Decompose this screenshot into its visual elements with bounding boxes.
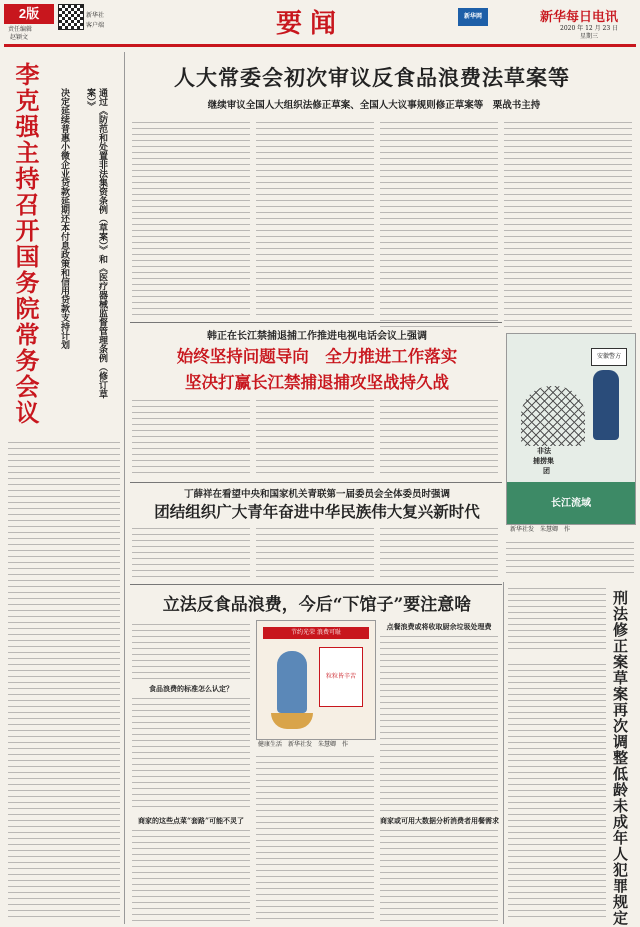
paper-name: 新华每日电讯 [540,10,619,25]
food-body-col-3b [380,826,498,922]
top-story-headline: 人大常委会初次审议反食品浪费法草案等 [174,65,570,90]
food-photo-caption-1: 健康生活 [258,741,283,748]
yangtze-body-col-1 [132,396,250,478]
cartoon-label-1: 非法 [537,446,551,455]
food-figure [277,651,307,713]
right-headline: 刑法修正案草案再次调整低龄未成年人犯罪规定 [611,590,629,926]
cartoon-net [521,386,585,446]
cartoon-label-2: 捕捞集 [533,456,554,465]
food-banner: 节约光荣 浪费可耻 [263,627,369,639]
top-story-col-4 [504,118,632,328]
issue-weekday: 星期三 [580,33,599,40]
food-question-1: 食品浪费的标准怎么认定？ [149,684,233,693]
left-subhead-2: 通过《防范和处置非法集资条例（草案）》和《医疗器械监督管理条例（修订草案）》 [85,88,107,399]
yangtze-body-col-2 [256,396,374,478]
food-question-4: 商家或可用大数据分析消费者用餐需求 [380,816,499,825]
food-board: 粒粒皆辛苦 [319,647,363,707]
top-story-bottom-rule [130,322,502,323]
cartoon-sign: 安徽警方 [591,348,627,366]
food-photo-caption-2: 新华社发 朱慧卿 作 [282,741,349,748]
editor-label: 责任编辑 [8,26,33,33]
food-question-3: 点餐浪费或将收取厨余垃圾处理费 [386,622,492,631]
youth-headline: 团结组织广大青年奋进中华民族伟大复兴新时代 [154,502,480,521]
youth-body-col-2 [256,524,374,580]
right-column-divider [503,582,504,924]
app-caption-2: 客户端 [86,22,105,29]
masthead-rule [4,44,636,47]
food-story-top-rule [130,584,502,585]
cartoon-illustration [506,333,636,525]
food-bowl-icon [271,713,313,729]
food-question-2: 商家的这些点菜“套路”可能不灵了 [137,816,245,825]
right-story-intro [508,584,606,654]
youth-body-col-3 [380,524,498,580]
youth-story-top-rule [130,482,502,483]
xinhuanet-logo-icon: 新华网 [458,8,488,26]
cartoon-police-figure [593,370,619,440]
food-illustration [256,620,376,740]
left-subhead-1: 决定延续普惠小微企业贷款延期还本付息政策和信用贷款支持计划 [59,88,69,349]
qr-code-icon [58,4,84,30]
food-body-col-1a [132,620,250,680]
cartoon-river-caption: 长江流域 [551,498,591,509]
cartoon-label-3: 团 [543,466,550,475]
section-title: 要闻 [276,9,345,39]
youth-body-col-1 [132,524,250,580]
food-body-col-1b [132,694,250,812]
food-headline: 立法反食品浪费，今后“下馆子”要注意啥 [162,595,472,615]
top-story-col-2 [256,118,374,318]
page-number-badge: 2版 [4,4,54,24]
top-story-col-1 [132,118,250,318]
top-story-col-3 [380,118,498,328]
youth-kicker: 丁薛祥在看望中央和国家机关青联第一届委员会全体委员时强调 [183,489,450,500]
editor-name: 赵颖文 [10,34,29,41]
yangtze-kicker: 韩正在长江禁捕退捕工作推进电视电话会议上强调 [207,331,427,342]
left-headline: 李克强主持召开国务院常务会议 [11,62,40,426]
food-body-col-2 [256,752,374,922]
left-column-divider [124,52,125,924]
right-story-body [508,660,606,922]
issue-date: 2020 年 12 月 23 日 [560,25,619,32]
food-body-col-3a [380,632,498,812]
cartoon-credit: 新华社发 朱慧卿 作 [510,526,571,533]
app-caption-1: 新华社 [86,12,105,19]
yangtze-body-col-3 [380,396,498,478]
right-column-upper-text [506,538,634,578]
top-story-subhead: 继续审议全国人大组织法修正草案、全国人大议事规则修正草案等 栗战书主持 [207,100,541,111]
food-body-col-1c [132,826,250,922]
yangtze-headline-2: 坚决打赢长江禁捕退捕攻坚战持久战 [185,373,449,392]
yangtze-headline-1: 始终坚持问题导向 全力推进工作落实 [176,347,458,366]
left-body-text [8,438,120,920]
